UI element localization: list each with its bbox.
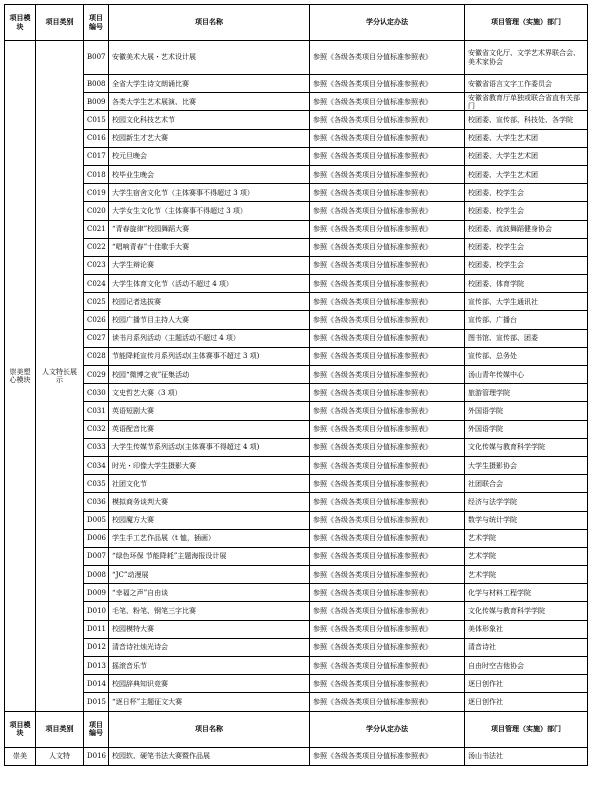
bottom-code-cell: D016 <box>84 747 109 765</box>
name-cell: 校园“微博之夜”征集活动 <box>109 366 310 384</box>
table-header-row <box>5 5 588 41</box>
name-cell: 大学生宿舍文化节（主体赛事不得超过 3 项） <box>109 184 310 202</box>
name-cell: 校园广播节目主持人大赛 <box>109 311 310 329</box>
table-row <box>5 384 588 402</box>
dept-cell: 文化传媒与教育科学学院 <box>465 602 588 620</box>
dept-cell: 校团委、体育学院 <box>465 275 588 293</box>
table-row <box>5 747 588 765</box>
credit-cell: 参照《各级各类项目分值标准参照表》 <box>310 165 465 183</box>
dept-cell: 宣传部、总务处 <box>465 347 588 365</box>
table-row <box>5 184 588 202</box>
credit-cell: 参照《各级各类项目分值标准参照表》 <box>310 75 465 93</box>
dept-cell: 校团委、校学生会 <box>465 202 588 220</box>
name-cell: 大学生辩论赛 <box>109 256 310 274</box>
credit-cell: 参照《各级各类项目分值标准参照表》 <box>310 475 465 493</box>
credit-cell: 参照《各级各类项目分值标准参照表》 <box>310 220 465 238</box>
code-cell: C035 <box>84 475 109 493</box>
code-cell: C021 <box>84 220 109 238</box>
dept-cell: 汤山青年传媒中心 <box>465 366 588 384</box>
code-cell: D009 <box>84 584 109 602</box>
name-cell: 社团文化节 <box>109 475 310 493</box>
table-row <box>5 256 588 274</box>
dept-cell: 校团委、大学生艺术团 <box>465 165 588 183</box>
table-row <box>5 620 588 638</box>
code-cell: D013 <box>84 657 109 675</box>
dept-cell: 逐日创作社 <box>465 675 588 693</box>
code-cell: C033 <box>84 438 109 456</box>
name-cell: 校园魔方大赛 <box>109 511 310 529</box>
dept-cell: 数学与统计学院 <box>465 511 588 529</box>
code-cell: D010 <box>84 602 109 620</box>
bottom-dept-cell: 汤山书法社 <box>465 747 588 765</box>
credit-cell: 参照《各级各类项目分值标准参照表》 <box>310 347 465 365</box>
dept-cell: 校团委、校学生会 <box>465 256 588 274</box>
table-row <box>5 529 588 547</box>
bottom-name-cell: 校园软、硬笔书法大赛暨作品展 <box>109 747 310 765</box>
dept-cell: 图书馆、宣传部、团委 <box>465 329 588 347</box>
code-cell: C017 <box>84 147 109 165</box>
dept-cell: 清音诗社 <box>465 638 588 656</box>
table-row <box>5 420 588 438</box>
header-code-repeat: 项目编号 <box>84 711 109 747</box>
table-row <box>5 275 588 293</box>
credit-cell: 参照《各级各类项目分值标准参照表》 <box>310 493 465 511</box>
credit-cell: 参照《各级各类项目分值标准参照表》 <box>310 147 465 165</box>
name-cell: 读书月系列活动（主题活动不超过 4 项） <box>109 329 310 347</box>
code-cell: C015 <box>84 111 109 129</box>
code-cell: C036 <box>84 493 109 511</box>
code-cell: B007 <box>84 41 109 75</box>
code-cell: C029 <box>84 366 109 384</box>
code-cell: C028 <box>84 347 109 365</box>
code-cell: C019 <box>84 184 109 202</box>
credit-cell: 参照《各级各类项目分值标准参照表》 <box>310 438 465 456</box>
name-cell: 英语配音比赛 <box>109 420 310 438</box>
dept-cell: 外国语学院 <box>465 420 588 438</box>
name-cell: “逐日杯”主题征文大赛 <box>109 693 310 711</box>
code-cell: C025 <box>84 293 109 311</box>
header-credit: 学分认定办法 <box>310 5 465 41</box>
dept-cell: 自由时空吉他协会 <box>465 657 588 675</box>
header-category: 项目类别 <box>36 5 84 41</box>
code-cell: B009 <box>84 93 109 111</box>
table-row <box>5 165 588 183</box>
name-cell: 节能降耗宣传月系列活动(主体赛事不超过 3 项) <box>109 347 310 365</box>
code-cell: C030 <box>84 384 109 402</box>
table-row <box>5 293 588 311</box>
bottom-category-cell: 人文特 <box>36 747 84 765</box>
dept-cell: 化学与材料工程学院 <box>465 584 588 602</box>
table-row <box>5 638 588 656</box>
code-cell: D012 <box>84 638 109 656</box>
credit-cell: 参照《各级各类项目分值标准参照表》 <box>310 93 465 111</box>
dept-cell: 安徽省教育厅单独或联合省直有关部门 <box>465 93 588 111</box>
code-cell: D015 <box>84 693 109 711</box>
table-row <box>5 675 588 693</box>
dept-cell: 文化传媒与教育科学学院 <box>465 438 588 456</box>
dept-cell: 艺术学院 <box>465 547 588 565</box>
dept-cell: 校团委、大学生艺术团 <box>465 129 588 147</box>
dept-cell: 经济与法学学院 <box>465 493 588 511</box>
header-dept-repeat: 项目管理（实施）部门 <box>465 711 588 747</box>
credit-cell: 参照《各级各类项目分值标准参照表》 <box>310 402 465 420</box>
dept-cell: 宣传部、大学生通讯社 <box>465 293 588 311</box>
project-credit-table <box>4 4 588 766</box>
bottom-module-cell: 崇美 <box>5 747 36 765</box>
credit-cell: 参照《各级各类项目分值标准参照表》 <box>310 584 465 602</box>
table-row <box>5 566 588 584</box>
credit-cell: 参照《各级各类项目分值标准参照表》 <box>310 511 465 529</box>
dept-cell: 大学生摄影协会 <box>465 456 588 474</box>
table-row <box>5 93 588 111</box>
code-cell: D008 <box>84 566 109 584</box>
name-cell: 校园模特大赛 <box>109 620 310 638</box>
header-name-repeat: 项目名称 <box>109 711 310 747</box>
code-cell: C020 <box>84 202 109 220</box>
table-row <box>5 511 588 529</box>
dept-cell: 校团委、大学生艺术团 <box>465 147 588 165</box>
code-cell: C016 <box>84 129 109 147</box>
table-row <box>5 75 588 93</box>
table-row <box>5 347 588 365</box>
dept-cell: 安徽省文化厅、文学艺术界联合会、美术家协会 <box>465 41 588 75</box>
code-cell: C024 <box>84 275 109 293</box>
name-cell: 校园记者选拔赛 <box>109 293 310 311</box>
header-dept: 项目管理（实施）部门 <box>465 5 588 41</box>
credit-cell: 参照《各级各类项目分值标准参照表》 <box>310 202 465 220</box>
category-cell: 人文特长展示 <box>36 41 84 712</box>
dept-cell: 美体形象社 <box>465 620 588 638</box>
table-row <box>5 366 588 384</box>
header-code: 项目编号 <box>84 5 109 41</box>
name-cell: 校园文化科技艺术节 <box>109 111 310 129</box>
credit-cell: 参照《各级各类项目分值标准参照表》 <box>310 456 465 474</box>
dept-cell: 逐日创作社 <box>465 693 588 711</box>
credit-cell: 参照《各级各类项目分值标准参照表》 <box>310 256 465 274</box>
name-cell: 安徽美术大展・艺术设计展 <box>109 41 310 75</box>
code-cell: D005 <box>84 511 109 529</box>
name-cell: 模拟商务谈判大赛 <box>109 493 310 511</box>
dept-cell: 外国语学院 <box>465 402 588 420</box>
code-cell: C018 <box>84 165 109 183</box>
dept-cell: 宣传部、广播台 <box>465 311 588 329</box>
code-cell: D014 <box>84 675 109 693</box>
code-cell: D007 <box>84 547 109 565</box>
dept-cell: 艺术学院 <box>465 566 588 584</box>
name-cell: 时光・印像大学生摄影大赛 <box>109 456 310 474</box>
name-cell: 大学女生文化节（主体赛事不得超过 3 项） <box>109 202 310 220</box>
table-row <box>5 329 588 347</box>
credit-cell: 参照《各级各类项目分值标准参照表》 <box>310 111 465 129</box>
name-cell: 英语短剧大赛 <box>109 402 310 420</box>
name-cell: 校毕业生晚会 <box>109 165 310 183</box>
table-row <box>5 475 588 493</box>
name-cell: 全省大学生诗文朗诵比赛 <box>109 75 310 93</box>
name-cell: 大学生传媒节系列活动(主体赛事不得超过 4 项) <box>109 438 310 456</box>
name-cell: 大学生体育文化节（活动不超过 4 项） <box>109 275 310 293</box>
code-cell: C027 <box>84 329 109 347</box>
name-cell: “青春旋律”校园舞蹈大赛 <box>109 220 310 238</box>
table-row <box>5 111 588 129</box>
credit-cell: 参照《各级各类项目分值标准参照表》 <box>310 293 465 311</box>
name-cell: “JC”动漫展 <box>109 566 310 584</box>
code-cell: C034 <box>84 456 109 474</box>
credit-cell: 参照《各级各类项目分值标准参照表》 <box>310 41 465 75</box>
code-cell: C022 <box>84 238 109 256</box>
code-cell: C032 <box>84 420 109 438</box>
credit-cell: 参照《各级各类项目分值标准参照表》 <box>310 275 465 293</box>
credit-cell: 参照《各级各类项目分值标准参照表》 <box>310 675 465 693</box>
name-cell: “唱响青春”十佳歌手大赛 <box>109 238 310 256</box>
table-row <box>5 493 588 511</box>
code-cell: C026 <box>84 311 109 329</box>
table-row <box>5 657 588 675</box>
credit-cell: 参照《各级各类项目分值标准参照表》 <box>310 184 465 202</box>
credit-cell: 参照《各级各类项目分值标准参照表》 <box>310 566 465 584</box>
table-row <box>5 584 588 602</box>
code-cell: C031 <box>84 402 109 420</box>
table-row <box>5 129 588 147</box>
credit-cell: 参照《各级各类项目分值标准参照表》 <box>310 620 465 638</box>
table-row <box>5 220 588 238</box>
table-footer <box>5 711 588 765</box>
table-row <box>5 693 588 711</box>
table-row <box>5 238 588 256</box>
credit-cell: 参照《各级各类项目分值标准参照表》 <box>310 366 465 384</box>
credit-cell: 参照《各级各类项目分值标准参照表》 <box>310 129 465 147</box>
code-cell: D011 <box>84 620 109 638</box>
table-row <box>5 438 588 456</box>
name-cell: 校元旦晚会 <box>109 147 310 165</box>
table-row <box>5 602 588 620</box>
dept-cell: 旅游管理学院 <box>465 384 588 402</box>
dept-cell: 艺术学院 <box>465 529 588 547</box>
table-row <box>5 147 588 165</box>
name-cell: 清音诗社烛光诗会 <box>109 638 310 656</box>
credit-cell: 参照《各级各类项目分值标准参照表》 <box>310 384 465 402</box>
dept-cell: 校团委、校学生会 <box>465 238 588 256</box>
credit-cell: 参照《各级各类项目分值标准参照表》 <box>310 657 465 675</box>
code-cell: D006 <box>84 529 109 547</box>
credit-cell: 参照《各级各类项目分值标准参照表》 <box>310 420 465 438</box>
header-module: 项目模块 <box>5 5 36 41</box>
table-row <box>5 202 588 220</box>
code-cell: B008 <box>84 75 109 93</box>
dept-cell: 安徽省语言文字工作委员会 <box>465 75 588 93</box>
name-cell: 毛笔、粉笔、钢笔三字比赛 <box>109 602 310 620</box>
name-cell: “绿色环保 节能降耗”主题海报设计展 <box>109 547 310 565</box>
credit-cell: 参照《各级各类项目分值标准参照表》 <box>310 311 465 329</box>
credit-cell: 参照《各级各类项目分值标准参照表》 <box>310 529 465 547</box>
table-row <box>5 41 588 75</box>
credit-cell: 参照《各级各类项目分值标准参照表》 <box>310 547 465 565</box>
table-body <box>5 41 588 712</box>
header-category-repeat: 项目类别 <box>36 711 84 747</box>
repeated-header-row <box>5 711 588 747</box>
credit-table-sheet <box>4 4 588 766</box>
table-row <box>5 311 588 329</box>
dept-cell: 校团委、流波舞蹈健身协会 <box>465 220 588 238</box>
table-row <box>5 402 588 420</box>
table-row <box>5 547 588 565</box>
name-cell: 各类大学生艺术展演、比赛 <box>109 93 310 111</box>
dept-cell: 校团委、校学生会 <box>465 184 588 202</box>
credit-cell: 参照《各级各类项目分值标准参照表》 <box>310 602 465 620</box>
name-cell: 学生手工艺作品展（t 恤，插画） <box>109 529 310 547</box>
table-row <box>5 456 588 474</box>
bottom-credit-cell: 参照《各级各类项目分值标准参照表》 <box>310 747 465 765</box>
credit-cell: 参照《各级各类项目分值标准参照表》 <box>310 638 465 656</box>
name-cell: 校园辞典知识竞赛 <box>109 675 310 693</box>
credit-cell: 参照《各级各类项目分值标准参照表》 <box>310 329 465 347</box>
header-credit-repeat: 学分认定办法 <box>310 711 465 747</box>
name-cell: 校园新生才艺大赛 <box>109 129 310 147</box>
name-cell: 摇滚音乐节 <box>109 657 310 675</box>
header-module-repeat: 项目模块 <box>5 711 36 747</box>
module-cell: 崇美塑心模块 <box>5 41 36 712</box>
name-cell: “幸福之声”自由谈 <box>109 584 310 602</box>
credit-cell: 参照《各级各类项目分值标准参照表》 <box>310 238 465 256</box>
dept-cell: 社团联合会 <box>465 475 588 493</box>
credit-cell: 参照《各级各类项目分值标准参照表》 <box>310 693 465 711</box>
dept-cell: 校团委、宣传部、科技处、各学院 <box>465 111 588 129</box>
header-name: 项目名称 <box>109 5 310 41</box>
code-cell: C023 <box>84 256 109 274</box>
name-cell: 文史哲艺大赛（3 项） <box>109 384 310 402</box>
